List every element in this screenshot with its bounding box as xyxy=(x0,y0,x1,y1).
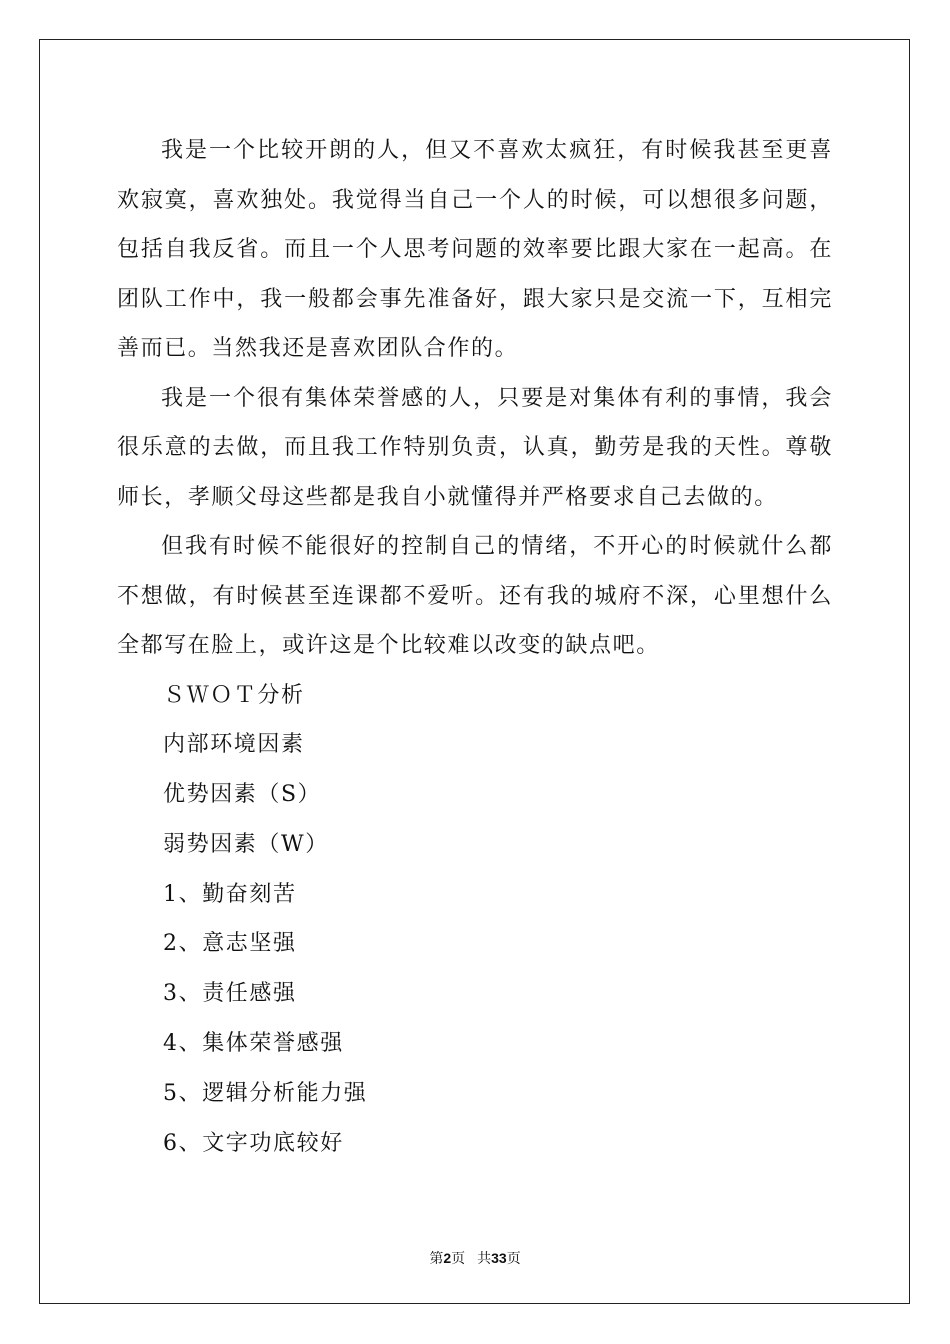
list-item: 4、集体荣誉感强 xyxy=(163,1031,344,1057)
list-item: 6、文字功底较好 xyxy=(163,1130,344,1156)
total-prefix: 共 xyxy=(477,1251,492,1267)
list-item: 2、意志坚强 xyxy=(163,931,297,957)
list-item: 3、责任感强 xyxy=(163,981,297,1007)
page-prefix: 第 xyxy=(429,1251,444,1267)
weaknesses-label: 弱势因素（W） xyxy=(163,831,329,857)
page-number: 2 xyxy=(443,1250,452,1266)
paragraph-3: 但我有时候不能很好的控制自己的情绪，不开心的时候就什么都不想做，有时候甚至连课都不爱听。还有我的城府不深，心里想什么全都写在脸上，或许这是个比较难以改变的缺点吧。 xyxy=(117,534,833,658)
page-footer xyxy=(0,1248,950,1268)
paragraph-1: 我是一个比较开朗的人，但又不喜欢太疯狂，有时候我甚至更喜欢寂寞，喜欢独处。我觉得当自己一个人的时候，可以想很多问题，包括自我反省。而且一个人思考问题的效率要比跟大家在一起高。在团队工作中，我一般都会事先准备好，跟大家只是交流一下，互相完善而已。当然我还是喜欢团队合作的。 xyxy=(117,138,833,361)
list-item: 1、勤奋刻苦 xyxy=(163,881,297,907)
paragraph-2: 我是一个很有集体荣誉感的人，只要是对集体有利的事情，我会很乐意的去做，而且我工作特别负责，认真，勤劳是我的天性。尊敬师长，孝顺父母这些都是我自小就懂得并严格要求自己去做的。 xyxy=(117,385,833,510)
page-suffix: 页 xyxy=(451,1251,466,1267)
document-body xyxy=(117,126,833,1168)
internal-factors-label: 内部环境因素 xyxy=(163,732,305,758)
strengths-label: 优势因素（S） xyxy=(163,782,322,808)
total-pages: 33 xyxy=(491,1250,507,1266)
list-item: 5、逻辑分析能力强 xyxy=(163,1080,368,1106)
total-suffix: 页 xyxy=(506,1251,521,1267)
swot-heading: ＳＷＯＴ分析 xyxy=(163,682,305,708)
